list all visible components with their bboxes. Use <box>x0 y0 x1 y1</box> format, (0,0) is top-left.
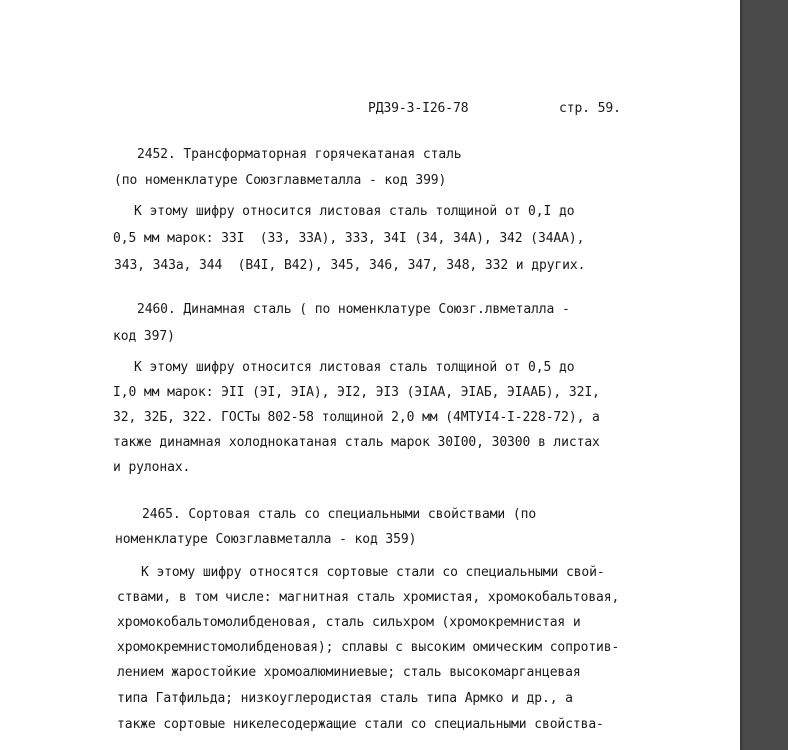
text-line: 343, 343а, 344 (B4I, B42), 345, 346, 347, 348, 332 и других. <box>114 258 586 273</box>
text-line: ствами, в том числе: магнитная сталь хромистая, хромокобальтовая, <box>117 590 620 605</box>
text-line: типа Гатфильда; низкоуглеродистая сталь типа Армко и др., а <box>117 691 573 706</box>
section-2460-title: 2460. Динамная сталь ( по номенклатуре Союзг.лвметалла - <box>137 302 570 317</box>
section-2452-title: 2452. Трансформаторная горячекатаная сталь <box>137 147 462 162</box>
section-2452-subtitle: (по номенклатуре Союзглавметалла - код 399) <box>114 173 447 188</box>
text-line: лением жаростойкие хромоалюминиевые; сталь высокомарганцевая <box>117 665 581 680</box>
text-line: 32, 32Б, 322. ГОСТы 802-58 толщиной 2,0 мм (4МТУI4-I-228-72), а <box>113 410 600 425</box>
text-line: К этому шифру относится листовая сталь толщиной от 0,I до <box>134 204 575 219</box>
text-line: также динамная холоднокатаная сталь марок 30I00, 30300 в листах <box>113 435 600 450</box>
viewer-side-panel <box>740 0 788 750</box>
text-line: К этому шифру относится листовая сталь толщиной от 0,5 до <box>134 360 575 375</box>
text-line: хромокремнистомолибденовая); сплавы с высоким омическим сопротив- <box>117 640 620 655</box>
text-line: К этому шифру относятся сортовые стали со специальными свой- <box>141 565 605 580</box>
page-number: стр. 59. <box>559 101 621 116</box>
section-2460-subtitle: код 397) <box>113 329 175 344</box>
text-line: также сортовые никелесодержащие стали со специальными свойства- <box>117 717 604 732</box>
text-line: хромокобальтомолибденовая, сталь сильхром (хромокремнистая и <box>117 615 581 630</box>
section-2465-subtitle: номенклатуре Союзглавметалла - код 359) <box>115 532 417 547</box>
section-2465-title: 2465. Сортовая сталь со специальными свойствами (по <box>142 507 537 522</box>
document-code: РДЗ9-3-I26-78 <box>368 101 469 116</box>
text-line: I,0 мм марок: ЭII (ЭI, ЭIА), ЭI2, ЭI3 (ЭIАА, ЭIАБ, ЭIААБ), 32I, <box>113 385 600 400</box>
text-line: 0,5 мм марок: 33I (33, 33А), 333, 34I (34, 34А), 342 (34АА), <box>113 231 585 246</box>
text-line: и рулонах. <box>113 460 191 475</box>
